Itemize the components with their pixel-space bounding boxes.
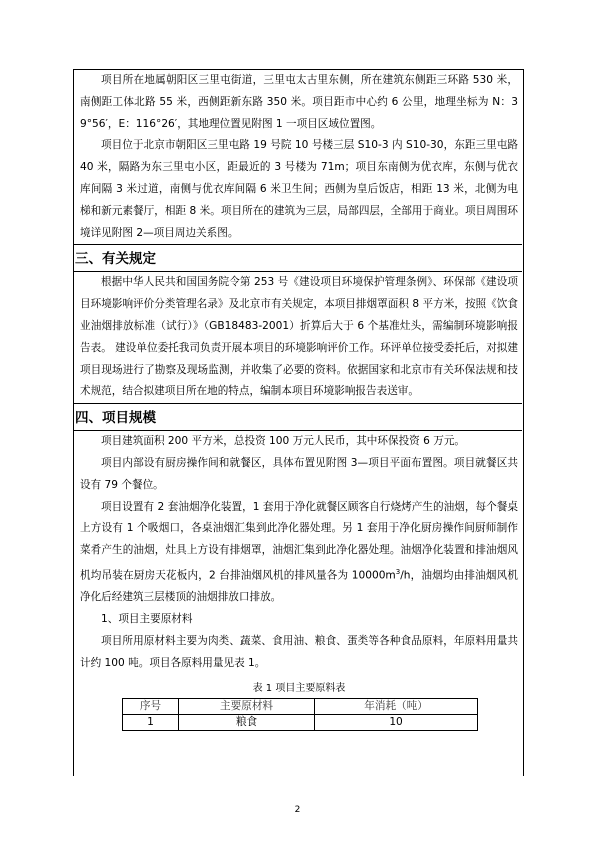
purifier-paragraph: 项目设置有 2 套油烟净化装置，1 套用于净化就餐区顾客自行烧烤产生的油烟，每个餐桌上方设有 1 个吸烟口，各桌油烟汇集到此净化器处理。另 1 套用于净化厨房操作间厨师制作菜肴产生的油烟，灶具上方设有排烟罩，油烟汇集到此净化器处理。油烟净化装置和排油烟风机均吊装在厨房天花板内，2 台排油烟风机的排风量各为 $10000m^3/h$，油烟均由排油烟风机净化后经建筑三层楼顶的油烟排放口排放。: [80, 500, 518, 604]
table-header-row: [123, 699, 478, 715]
scale-paragraph: 项目建筑面积 200 平方米，总投资 100 万元人民币，其中环保投资 6 万元。: [101, 435, 466, 448]
surroundings-paragraph: 项目位于北京市朝阳区三里屯路 19 号院 10 号楼三层 S10-3 内 S10-30，东距三里屯路 40 米，隔路为东三里屯小区，距最近的 3 号楼为 71m；项目东南侧为优衣库，东侧与优衣库间隔 3 米过道，南侧与优衣库间隔 6 米卫生间；西侧为皇后饭店，相距 13 米，北侧为电梯和新元素餐厅，相距 8 米。项目所在的建筑为三层，局部四层，全部用于商业。项目周围环境详见附图 2—项目周边关系图。: [80, 139, 518, 239]
location-paragraph: 项目所在地属朝阳区三里屯街道，三里屯太古里东侧，所在建筑东侧距三环路 530 米，南侧距工体北路 55 米，西侧距新东路 350 米。项目距市中心约 6 公里，地理坐标为 N：39°56′，E：116°26′，其地理位置见附图 1 一项目区域位置图。: [80, 74, 518, 130]
section-heading-regulations: 三、有关规定: [73, 244, 522, 272]
header-cell-index: 序号: [123, 699, 179, 715]
materials-paragraph: 项目所用原材料主要为肉类、蔬菜、食用油、粮食、蛋类等各种食品原料，年原料用量共计约 100 吨。项目各原料用量见表 1。: [80, 634, 518, 669]
layout-paragraph: 项目内部设有厨房操作间和就餐区，具体布置见附图 3—项目平面布置图。项目就餐区共设有 79 个餐位。: [80, 456, 518, 491]
cell-consumption: 10: [315, 715, 478, 731]
section-heading-scale: 四、项目规模: [73, 403, 522, 431]
header-cell-consumption: 年消耗（吨）: [315, 699, 478, 715]
materials-subheading: 1、项目主要原材料: [101, 613, 193, 626]
table-row: [123, 715, 478, 731]
table-caption: 表 1 项目主要原料表: [252, 683, 346, 695]
regulations-paragraph: 根据中华人民共和国国务院令第 253 号《建设项目环境保护管理条例》、环保部《建设项目环境影响评价分类管理名录》及北京市有关规定，本项目排烟罩面积 8 平方米，按照《饮食业油烟排放标准（试行）》（GB18483-2001）折算后大于 6 个基准灶头，需编制环境影响报告表。 建设单位委托我司负责开展本项目的环境影响评价工作。环评单位接受委托后，对拟建项目现场进行了勘察及现场监测，并收集了必要的资料。依据国家和北京市有关环保法规和技术规范，结合拟建项目所在地的特点，编制本项目环境影响报告表送审。: [80, 276, 518, 398]
document-body: [75, 70, 518, 731]
header-cell-material: 主要原材料: [178, 699, 314, 715]
page-number: 2: [294, 805, 301, 815]
cell-material: 粮食: [178, 715, 314, 731]
cell-index: 1: [123, 715, 179, 731]
materials-table: [122, 698, 478, 731]
